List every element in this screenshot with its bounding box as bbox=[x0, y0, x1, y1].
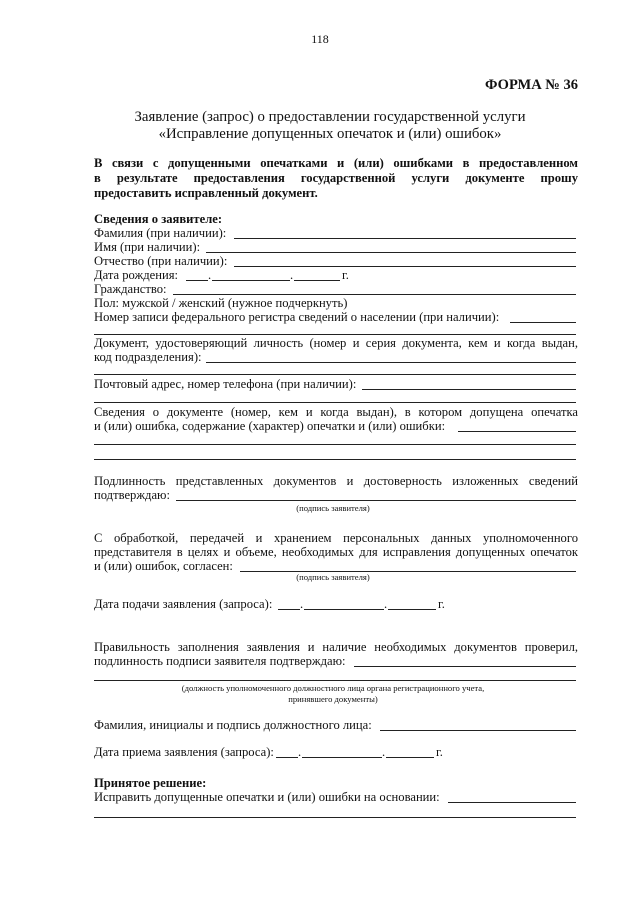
registry-record-label: Номер записи федерального регистра сведений о населении (при наличии): bbox=[94, 310, 500, 324]
receipt-date-dot-1: . bbox=[298, 745, 302, 759]
official-name-label: Фамилия, инициалы и подпись должностного лица: bbox=[94, 718, 372, 732]
consent-line-1: С обработкой, передачей и хранением персональных данных уполномоченного bbox=[94, 531, 578, 545]
patronymic-label: Отчество (при наличии): bbox=[94, 254, 228, 268]
consent-caption: (подпись заявителя) bbox=[296, 572, 370, 582]
intro-line-2: в результате предоставления государственной услуги документе прошу bbox=[94, 171, 578, 185]
name-field-line[interactable] bbox=[206, 252, 576, 253]
surname-field-line[interactable] bbox=[234, 238, 576, 239]
registry-record-field-line-2[interactable] bbox=[94, 334, 576, 335]
authenticity-caption: (подпись заявителя) bbox=[296, 503, 370, 513]
citizenship-field-line[interactable] bbox=[173, 294, 576, 295]
receipt-date-dot-2: . bbox=[382, 745, 386, 759]
consent-line-2: представителя в целях и объеме, необходимых для исправления допущенных опечаток bbox=[94, 545, 578, 559]
birth-date-dot-1: . bbox=[208, 268, 212, 282]
birth-date-label: Дата рождения: bbox=[94, 268, 178, 282]
submission-date-dot-2: . bbox=[384, 597, 388, 611]
postal-field-line-2[interactable] bbox=[94, 402, 576, 403]
doc-info-field-line-3[interactable] bbox=[94, 459, 576, 460]
official-name-field-line[interactable] bbox=[380, 730, 576, 731]
sex-label: Пол: мужской / женский (нужное подчеркнуть) bbox=[94, 296, 348, 310]
submission-date-dot-1: . bbox=[300, 597, 304, 611]
birth-day-field[interactable] bbox=[186, 280, 208, 281]
authenticity-line-2: подтверждаю: bbox=[94, 488, 170, 502]
submission-year-suffix: г. bbox=[438, 597, 445, 611]
decision-text: Исправить допущенные опечатки и (или) ошибки на основании: bbox=[94, 790, 440, 804]
page-number: 118 bbox=[311, 32, 329, 46]
id-document-field-line-2[interactable] bbox=[94, 374, 576, 375]
verification-line-2: подлинность подписи заявителя подтверждаю: bbox=[94, 654, 346, 668]
submission-date-label: Дата подачи заявления (запроса): bbox=[94, 597, 273, 611]
submission-day-field[interactable] bbox=[278, 609, 300, 610]
doc-info-field-line[interactable] bbox=[458, 431, 576, 432]
citizenship-label: Гражданство: bbox=[94, 282, 167, 296]
decision-basis-field-line[interactable] bbox=[448, 802, 576, 803]
registry-record-field-line[interactable] bbox=[510, 322, 576, 323]
birth-year-suffix: г. bbox=[342, 268, 349, 282]
surname-label: Фамилия (при наличии): bbox=[94, 226, 227, 240]
doc-info-line-1: Сведения о документе (номер, кем и когда выдан), в котором допущена опечатка bbox=[94, 405, 578, 419]
verification-signature-line[interactable] bbox=[354, 666, 576, 667]
id-document-line-1: Документ, удостоверяющий личность (номер и серия документа, кем и когда выдан, bbox=[94, 336, 578, 350]
postal-field-line[interactable] bbox=[362, 389, 576, 390]
receipt-month-field[interactable] bbox=[302, 757, 382, 758]
decision-heading: Принятое решение: bbox=[94, 776, 207, 790]
receipt-year-suffix: г. bbox=[436, 745, 443, 759]
verification-line-1: Правильность заполнения заявления и наличие необходимых документов проверил, bbox=[94, 640, 578, 654]
decision-basis-field-line-2[interactable] bbox=[94, 817, 576, 818]
receipt-day-field[interactable] bbox=[276, 757, 298, 758]
birth-date-dot-2: . bbox=[290, 268, 294, 282]
submission-month-field[interactable] bbox=[304, 609, 384, 610]
title-line-2: «Исправление допущенных опечаток и (или) ошибок» bbox=[158, 126, 502, 142]
receipt-date-label: Дата приема заявления (запроса): bbox=[94, 745, 274, 759]
birth-year-field[interactable] bbox=[294, 280, 340, 281]
verification-caption-1: (должность уполномоченного должностного лица органа регистрационного учета, bbox=[181, 683, 485, 693]
id-document-line-2: код подразделения): bbox=[94, 350, 202, 364]
submission-year-field[interactable] bbox=[388, 609, 436, 610]
birth-month-field[interactable] bbox=[212, 280, 290, 281]
authenticity-signature-line[interactable] bbox=[176, 500, 576, 501]
name-label: Имя (при наличии): bbox=[94, 240, 201, 254]
intro-line-3: предоставить исправленный документ. bbox=[94, 186, 318, 200]
verification-caption-2: принявшего документы) bbox=[288, 694, 378, 704]
verification-position-line[interactable] bbox=[94, 680, 576, 681]
doc-info-field-line-2[interactable] bbox=[94, 444, 576, 445]
consent-line-3: и (или) ошибок, согласен: bbox=[94, 559, 233, 573]
intro-line-1: В связи с допущенными опечатками и (или) ошибками в предоставленном bbox=[94, 156, 578, 170]
authenticity-line-1: Подлинность представленных документов и достоверность изложенных сведений bbox=[94, 474, 578, 488]
postal-label: Почтовый адрес, номер телефона (при наличии): bbox=[94, 377, 357, 391]
doc-info-line-2: и (или) ошибка, содержание (характер) опечатки и (или) ошибки: bbox=[94, 419, 446, 433]
id-document-field-line[interactable] bbox=[206, 362, 576, 363]
form-label: ФОРМА № 36 bbox=[485, 77, 578, 93]
applicant-heading: Сведения о заявителе: bbox=[94, 212, 223, 226]
patronymic-field-line[interactable] bbox=[234, 266, 576, 267]
title-line-1: Заявление (запрос) о предоставлении государственной услуги bbox=[134, 109, 526, 125]
receipt-year-field[interactable] bbox=[386, 757, 434, 758]
